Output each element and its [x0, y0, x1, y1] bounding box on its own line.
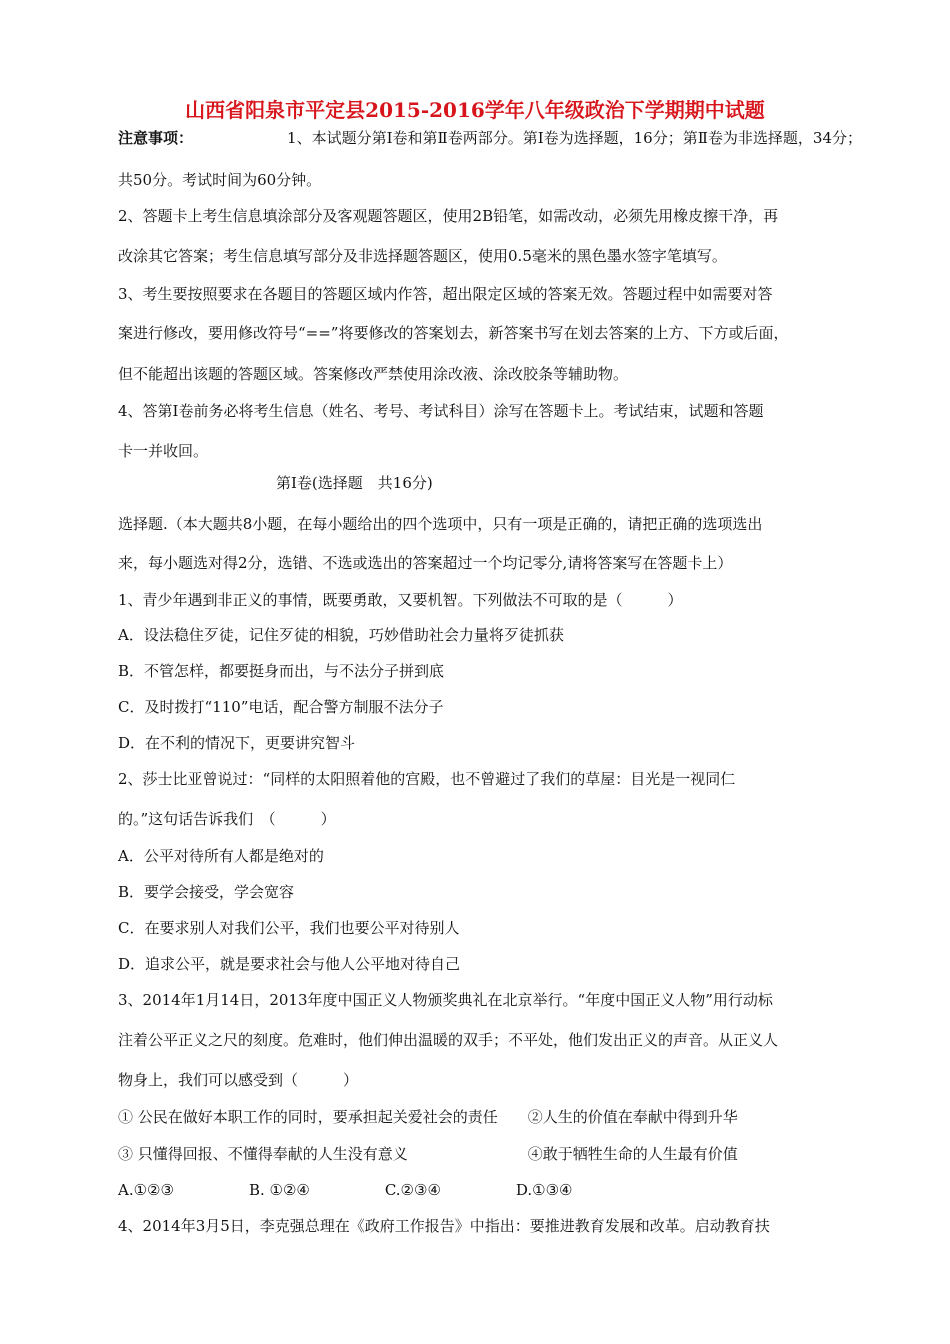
text-line: 选择题.（本大题共8小题，在每小题给出的四个选项中，只有一项是正确的，请把正确的选项选出 [118, 515, 763, 533]
text-line: 物身上，我们可以感受到（ ） [118, 1071, 359, 1089]
document-title: 山西省阳泉市平定县2015-2016学年八年级政治下学期期中试题 [185, 98, 765, 122]
text-line: 但不能超出该题的答题区域。答案修改严禁使用涂改液、涂改胶条等辅助物。 [118, 365, 629, 383]
notes-line-1 [118, 127, 862, 149]
option-line: A．公平对待所有人都是绝对的 [118, 847, 324, 865]
text-line: 2、答题卡上考生信息填涂部分及客观题答题区，使用2B铅笔，如需改动，必须先用橡皮擦干净，再 [118, 207, 779, 225]
option-line: ③ 只懂得回报、不懂得奉献的人生没有意义 ④敢于牺牲生命的人生最有价值 [118, 1145, 738, 1163]
text-line: 3、考生要按照要求在各题目的答题区域内作答，超出限定区域的答案无效。答题过程中如需要对答 [118, 285, 773, 303]
question-line: 2、莎士比亚曾说过：“同样的太阳照着他的宫殿，也不曾避过了我们的草屋：目光是一视同仁 [118, 770, 736, 788]
text-line: 共50分。考试时间为60分钟。 [118, 171, 322, 189]
answer-choices: A.①②③ B. ①②④ C.②③④ D.①③④ [118, 1181, 573, 1199]
text-line: 的。”这句话告诉我们 （ ） [118, 810, 336, 828]
option-line: C．及时拨打“110”电话，配合警方制服不法分子 [118, 698, 444, 716]
question-line: 4、2014年3月5日，李克强总理在《政府工作报告》中指出：要推进教育发展和改革。启动教育扶 [118, 1217, 770, 1235]
option-line: D．追求公平，就是要求社会与他人公平地对待自己 [118, 955, 461, 973]
text-line: 来，每小题选对得2分，选错、不选或选出的答案超过一个均记零分,请将答案写在答题卡上） [118, 554, 733, 572]
option-line: B．要学会接受，学会宽容 [118, 883, 295, 901]
text-line: 4、答第Ⅰ卷前务必将考生信息（姓名、考号、考试科目）涂写在答题卡上。考试结束，试题和答题 [118, 402, 764, 420]
option-line: ① 公民在做好本职工作的同时，要承担起关爱社会的责任 ②人生的价值在奉献中得到升华 [118, 1108, 738, 1126]
text-line: 案进行修改，要用修改符号“==”将要修改的答案划去，新答案书写在划去答案的上方、下方或后面， [118, 324, 789, 342]
text-line: 卡一并收回。 [118, 442, 209, 460]
text-line: 改涂其它答案；考生信息填写部分及非选择题答题区，使用0.5毫米的黑色墨水签字笔填写。 [118, 247, 727, 265]
option-line: D．在不利的情况下，更要讲究智斗 [118, 734, 356, 752]
option-line: A．设法稳住歹徒，记住歹徒的相貌，巧妙借助社会力量将歹徒抓获 [118, 626, 564, 644]
option-line: B．不管怎样，都要挺身而出，与不法分子拼到底 [118, 662, 445, 680]
notes-label: 注意事项： [118, 129, 194, 147]
text-line: 注着公平正义之尺的刻度。危难时，他们伸出温暖的双手；不平处，他们发出正义的声音。从正义人 [118, 1031, 779, 1049]
question-line: 3、2014年1月14日，2013年度中国正义人物颁奖典礼在北京举行。“年度中国正义人物”用行动标 [118, 991, 773, 1009]
part-heading: 第Ⅰ卷(选择题 共16分) [276, 474, 433, 492]
notes-text: 1、本试题分第Ⅰ卷和第Ⅱ卷两部分。第Ⅰ卷为选择题，16分；第Ⅱ卷为非选择题，34分； [287, 129, 862, 147]
question-line: 1、青少年遇到非正义的事情，既要勇敢，又要机智。下列做法不可取的是（ ） [118, 591, 683, 609]
option-line: C．在要求别人对我们公平，我们也要公平对待别人 [118, 919, 460, 937]
